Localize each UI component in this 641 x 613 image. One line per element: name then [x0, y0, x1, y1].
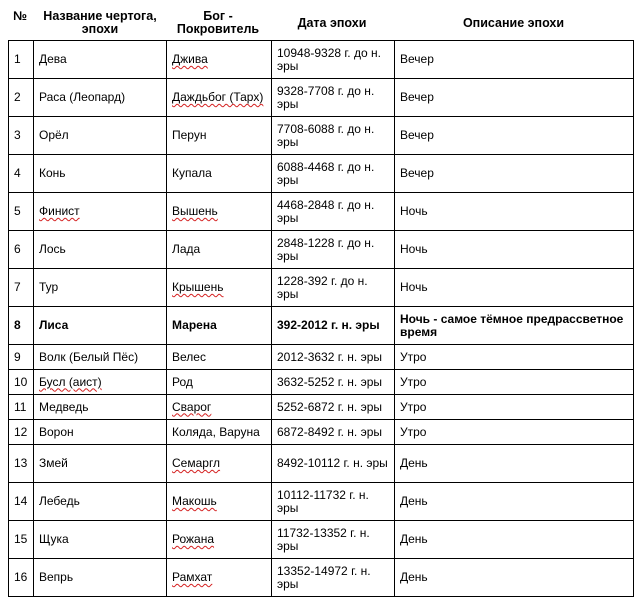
epoch-date: 4468-2848 г. до н. эры — [277, 197, 375, 225]
table-row — [9, 345, 634, 370]
epoch-date: 10948-9328 г. до н. эры — [277, 45, 381, 73]
epoch-name-cell — [34, 155, 167, 193]
epoch-description: Утро — [400, 349, 427, 364]
patron-god: Перун — [172, 128, 207, 142]
table-row — [9, 193, 634, 231]
patron-god-cell — [167, 559, 272, 597]
epoch-description: Утро — [400, 374, 427, 389]
epoch-description-cell — [395, 420, 634, 445]
row-number-cell — [9, 345, 34, 370]
epoch-date-cell — [272, 483, 395, 521]
row-number-cell — [9, 521, 34, 559]
patron-god: Даждьбог (Тарх) — [172, 90, 264, 104]
epoch-name: Бусл (аист) — [39, 374, 102, 389]
table-row — [9, 307, 634, 345]
epoch-name-cell — [34, 79, 167, 117]
epoch-description: Ночь — [400, 242, 428, 256]
epoch-name-cell — [34, 345, 167, 370]
patron-god-cell — [167, 117, 272, 155]
row-number: 6 — [14, 242, 21, 256]
epoch-name-cell — [34, 269, 167, 307]
epoch-date: 13352-14972 г. н. эры — [277, 563, 371, 591]
row-number: 4 — [14, 166, 21, 180]
epoch-date-cell — [272, 345, 395, 370]
row-number: 13 — [14, 456, 28, 470]
table-row — [9, 420, 634, 445]
epoch-description-cell — [395, 307, 634, 345]
epoch-description: Утро — [400, 424, 427, 439]
epoch-name: Раса (Леопард) — [39, 90, 126, 104]
patron-god-cell — [167, 345, 272, 370]
patron-god: Коляда, Варуна — [172, 424, 260, 439]
epoch-date-cell — [272, 420, 395, 445]
row-number-cell — [9, 445, 34, 483]
row-number-cell — [9, 370, 34, 395]
epoch-description-cell — [395, 395, 634, 420]
row-number: 14 — [14, 494, 28, 508]
epoch-description-cell — [395, 345, 634, 370]
row-number: 12 — [14, 424, 28, 439]
table-row — [9, 79, 634, 117]
table-row — [9, 483, 634, 521]
header-name: Название чертога, эпохи — [43, 9, 157, 36]
table-header — [0, 0, 641, 40]
row-number: 9 — [14, 349, 21, 364]
epoch-description: Вечер — [400, 52, 434, 66]
patron-god-cell — [167, 231, 272, 269]
patron-god-cell — [167, 521, 272, 559]
patron-god: Рамхат — [172, 570, 213, 584]
patron-god-cell — [167, 307, 272, 345]
header-description: Описание эпохи — [462, 16, 565, 30]
table-row — [9, 559, 634, 597]
patron-god: Вышень — [172, 204, 218, 218]
row-number: 2 — [14, 90, 21, 104]
epoch-date: 6872-8492 г. н. эры — [277, 424, 383, 439]
epoch-date-cell — [272, 117, 395, 155]
table-row — [9, 155, 634, 193]
epoch-date: 6088-4468 г. до н. эры — [277, 159, 375, 187]
epoch-name: Финист — [39, 204, 80, 218]
epoch-description: Утро — [400, 399, 427, 414]
epoch-description-cell — [395, 269, 634, 307]
epoch-description-cell — [395, 117, 634, 155]
table-row — [9, 370, 634, 395]
epoch-description-cell — [395, 41, 634, 79]
row-number-cell — [9, 193, 34, 231]
row-number: 10 — [14, 374, 28, 389]
epoch-date-cell — [272, 41, 395, 79]
epoch-date: 5252-6872 г. н. эры — [277, 399, 383, 414]
row-number: 1 — [14, 52, 21, 66]
epoch-description: Вечер — [400, 166, 434, 180]
epoch-date: 2848-1228 г. до н. эры — [277, 235, 375, 263]
row-number-cell — [9, 41, 34, 79]
row-number-cell — [9, 307, 34, 345]
epoch-date: 392-2012 г. н. эры — [277, 318, 380, 332]
epoch-description-cell — [395, 155, 634, 193]
row-number-cell — [9, 155, 34, 193]
patron-god-cell — [167, 41, 272, 79]
epoch-name: Лебедь — [39, 494, 80, 508]
row-number: 7 — [14, 280, 21, 294]
epoch-description-cell — [395, 370, 634, 395]
table-row — [9, 269, 634, 307]
patron-god-cell — [167, 193, 272, 231]
epoch-date: 7708-6088 г. до н. эры — [277, 121, 375, 149]
epoch-date: 8492-10112 г. н. эры — [277, 456, 388, 470]
epoch-name: Лось — [39, 242, 66, 256]
epoch-date-cell — [272, 559, 395, 597]
patron-god-cell — [167, 79, 272, 117]
patron-god-cell — [167, 420, 272, 445]
table-row — [9, 231, 634, 269]
epoch-name: Медведь — [39, 399, 89, 414]
epochs-table — [8, 40, 634, 597]
epoch-description: День — [400, 456, 428, 470]
epoch-name-cell — [34, 370, 167, 395]
patron-god: Рожана — [172, 532, 215, 546]
row-number-cell — [9, 117, 34, 155]
row-number-cell — [9, 79, 34, 117]
row-number: 16 — [14, 570, 28, 584]
epoch-name-cell — [34, 307, 167, 345]
epoch-date-cell — [272, 193, 395, 231]
epoch-name: Тур — [39, 280, 59, 294]
epoch-name-cell — [34, 445, 167, 483]
epoch-name: Вепрь — [39, 570, 74, 584]
epoch-name-cell — [34, 521, 167, 559]
epoch-description: Ночь — [400, 280, 428, 294]
epoch-description-cell — [395, 483, 634, 521]
epoch-name: Змей — [39, 456, 68, 470]
patron-god-cell — [167, 370, 272, 395]
header-date: Дата эпохи — [297, 16, 367, 30]
epoch-name: Волк (Белый Пёс) — [39, 349, 139, 364]
row-number-cell — [9, 395, 34, 420]
epoch-description-cell — [395, 445, 634, 483]
epoch-description: Ночь — [400, 204, 428, 218]
header-god: Бог - Покровитель — [176, 9, 260, 36]
patron-god-cell — [167, 395, 272, 420]
patron-god-cell — [167, 269, 272, 307]
epoch-name: Лиса — [39, 318, 69, 332]
epoch-date: 9328-7708 г. до н. эры — [277, 83, 375, 111]
patron-god: Макошь — [172, 494, 217, 508]
epoch-date-cell — [272, 445, 395, 483]
epoch-description-cell — [395, 193, 634, 231]
table-row — [9, 521, 634, 559]
patron-god: Семаргл — [172, 456, 221, 470]
epoch-description-cell — [395, 521, 634, 559]
epoch-description: День — [400, 494, 428, 508]
epoch-description: Вечер — [400, 90, 434, 104]
epoch-date: 10112-11732 г. н. эры — [277, 487, 369, 515]
epoch-description: День — [400, 570, 428, 584]
patron-god: Марена — [172, 318, 217, 332]
table-row — [9, 117, 634, 155]
epoch-date-cell — [272, 231, 395, 269]
epoch-description: Вечер — [400, 128, 434, 142]
row-number: 11 — [14, 399, 27, 414]
row-number-cell — [9, 559, 34, 597]
row-number: 3 — [14, 128, 21, 142]
epoch-description-cell — [395, 79, 634, 117]
epoch-description: День — [400, 532, 428, 546]
row-number-cell — [9, 420, 34, 445]
patron-god: Велес — [172, 349, 206, 364]
table-row — [9, 445, 634, 483]
epoch-description-cell — [395, 559, 634, 597]
epoch-name-cell — [34, 483, 167, 521]
epoch-name-cell — [34, 420, 167, 445]
epoch-date-cell — [272, 395, 395, 420]
table-row — [9, 395, 634, 420]
row-number-cell — [9, 269, 34, 307]
epoch-description: Ночь - самое тёмное предрассветное время — [400, 311, 624, 339]
epoch-date-cell — [272, 370, 395, 395]
epoch-date-cell — [272, 155, 395, 193]
epoch-date-cell — [272, 521, 395, 559]
patron-god: Купала — [172, 166, 212, 180]
row-number: 8 — [14, 318, 21, 332]
epoch-name-cell — [34, 231, 167, 269]
epoch-date: 2012-3632 г. н. эры — [277, 349, 383, 364]
patron-god-cell — [167, 155, 272, 193]
table-row — [9, 41, 634, 79]
epoch-date: 3632-5252 г. н. эры — [277, 374, 383, 389]
epoch-name: Орёл — [39, 128, 69, 142]
patron-god: Род — [172, 374, 193, 389]
epoch-date-cell — [272, 269, 395, 307]
epoch-date: 1228-392 г. до н. эры — [277, 273, 368, 301]
epoch-name-cell — [34, 559, 167, 597]
row-number-cell — [9, 483, 34, 521]
epoch-description-cell — [395, 231, 634, 269]
epoch-date: 11732-13352 г. н. эры — [277, 525, 370, 553]
patron-god: Джива — [172, 52, 208, 66]
epoch-name-cell — [34, 117, 167, 155]
patron-god: Сварог — [172, 399, 212, 414]
epoch-name: Щука — [39, 532, 69, 546]
row-number: 15 — [14, 532, 28, 546]
row-number: 5 — [14, 204, 21, 218]
epoch-name: Конь — [39, 166, 66, 180]
epoch-name-cell — [34, 193, 167, 231]
patron-god-cell — [167, 483, 272, 521]
epoch-name: Дева — [39, 52, 67, 66]
patron-god: Лада — [172, 242, 201, 256]
epoch-date-cell — [272, 307, 395, 345]
epoch-name: Ворон — [39, 424, 74, 439]
epoch-date-cell — [272, 79, 395, 117]
patron-god: Крышень — [172, 280, 224, 294]
epoch-name-cell — [34, 41, 167, 79]
epoch-name-cell — [34, 395, 167, 420]
header-num: № — [13, 9, 27, 23]
row-number-cell — [9, 231, 34, 269]
patron-god-cell — [167, 445, 272, 483]
